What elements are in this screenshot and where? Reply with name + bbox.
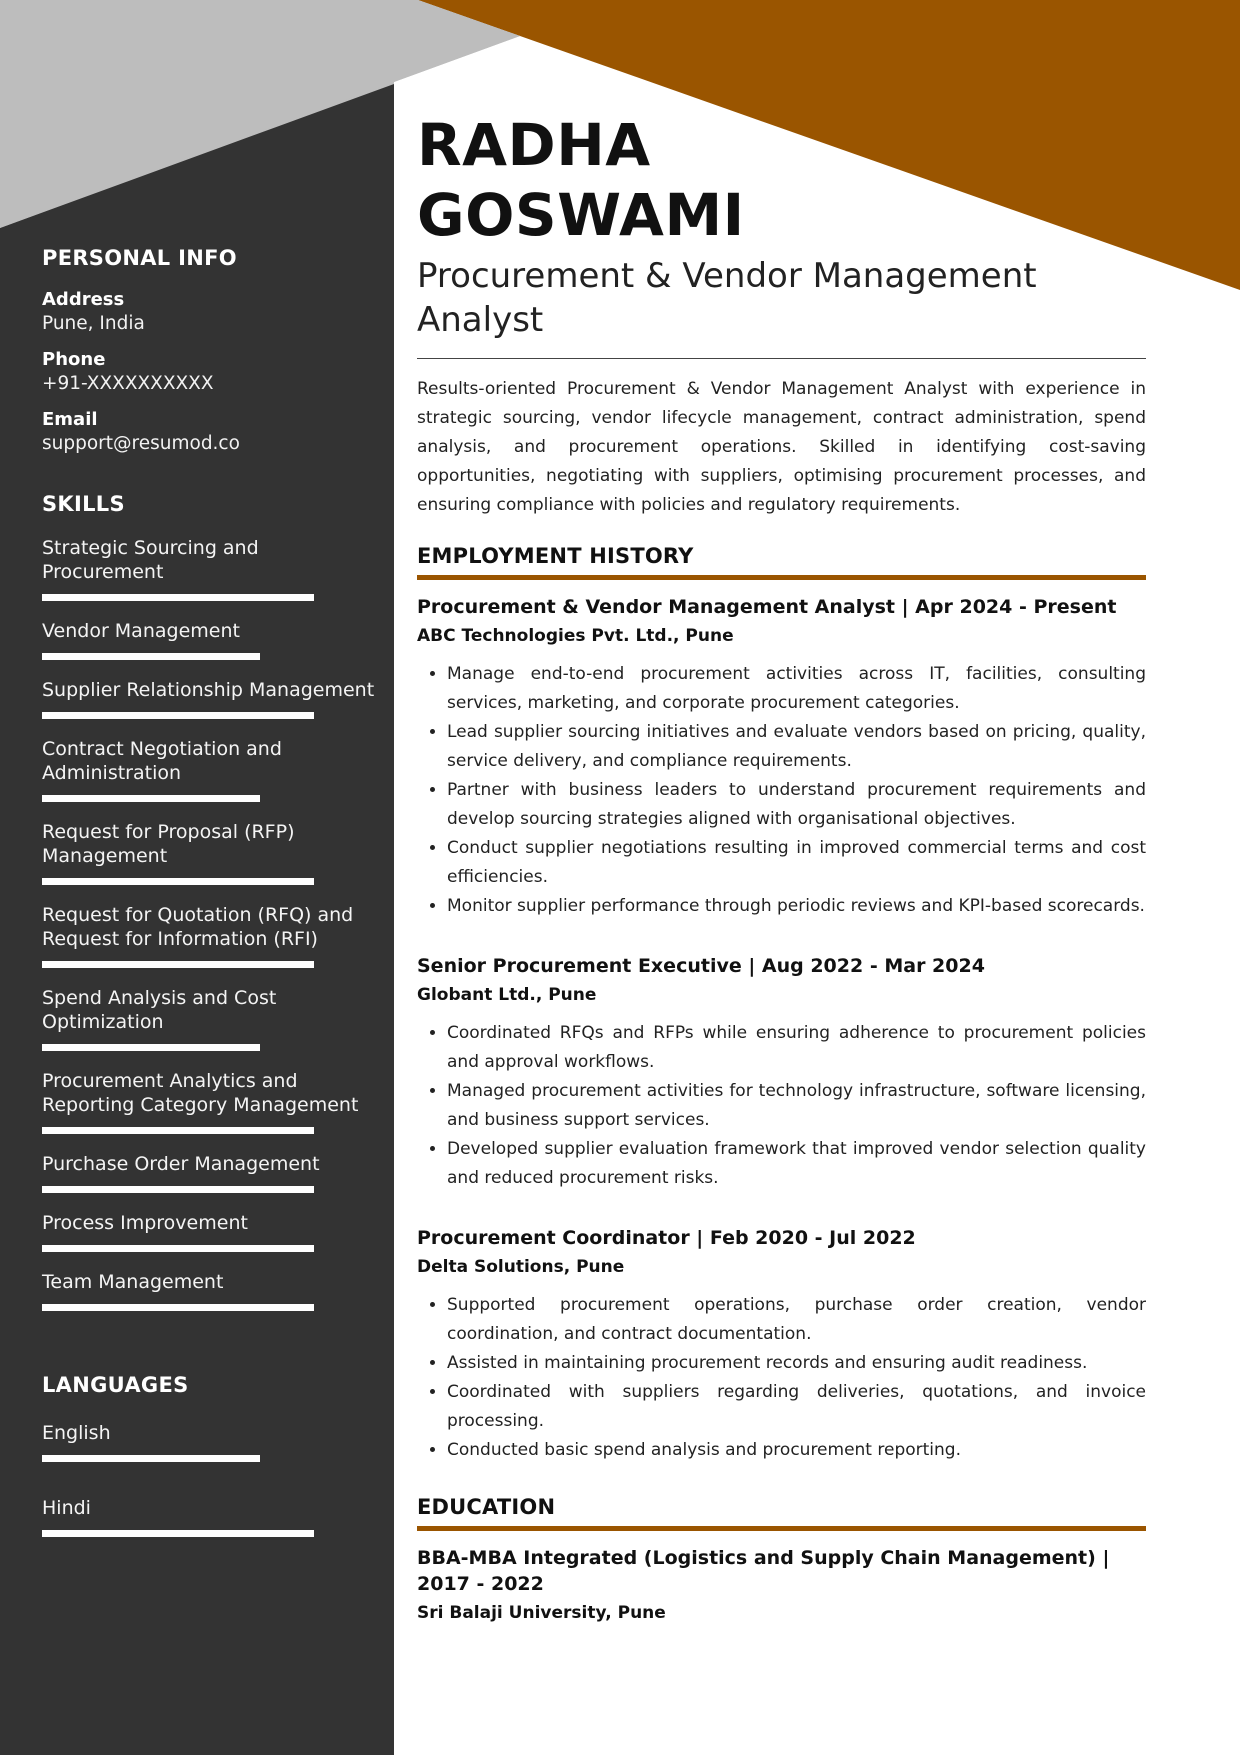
education-list	[417, 1545, 1146, 1625]
employment-heading: EMPLOYMENT HISTORY	[417, 544, 694, 568]
skill-level-bar	[42, 594, 314, 601]
skill-name: Process Improvement	[42, 1212, 248, 1234]
skills-list	[42, 536, 382, 1311]
skill-level-bar	[42, 878, 314, 885]
job-company: ABC Technologies Pvt. Ltd., Pune	[417, 626, 734, 646]
personal-info-label: Phone	[42, 349, 106, 370]
job-bullet: • Coordinated RFQs and RFPs while ensuring adherence to procurement policies and approval workflows.	[447, 1019, 1146, 1077]
language-level-bar	[42, 1530, 314, 1537]
skills-heading: SKILLS	[42, 492, 125, 516]
personal-info-value: Pune, India	[42, 313, 145, 334]
skill-name: Purchase Order Management	[42, 1153, 320, 1175]
candidate-last-name: GOSWAMI	[417, 181, 745, 249]
candidate-title: Procurement & Vendor Management Analyst	[417, 256, 1037, 340]
language-item	[42, 1421, 382, 1462]
skill-item	[42, 678, 382, 719]
sidebar-content	[42, 246, 382, 1571]
skill-name: Team Management	[42, 1271, 224, 1293]
skill-name: Request for Proposal (RFP) Management	[42, 821, 295, 867]
job-company: Delta Solutions, Pune	[417, 1257, 625, 1277]
personal-info-value: +91-XXXXXXXXXX	[42, 373, 214, 394]
job-bullets	[417, 660, 1146, 921]
skill-level-bar	[42, 795, 260, 802]
skill-name: Contract Negotiation and Administration	[42, 738, 282, 784]
personal-info-label: Email	[42, 409, 98, 430]
personal-info-item	[42, 348, 382, 396]
job-bullet: • Supported procurement operations, purchase order creation, vendor coordination, and contract documentation.	[447, 1291, 1146, 1349]
employment-entry	[417, 953, 1146, 1193]
profile-summary: Results-oriented Procurement & Vendor Management Analyst with experience in strategic sourcing, vendor lifecycle management, contract administration, spend analysis, and procurement operations. Skilled in identifying cost-saving opportunities, negotiating with suppliers, optimising procurement processes, and ensuring compliance with policies and regulatory requirements.	[417, 379, 1146, 515]
main-content	[417, 110, 1146, 1625]
employment-list	[417, 594, 1146, 1465]
personal-info-heading: PERSONAL INFO	[42, 246, 237, 270]
job-bullet: • Managed procurement activities for technology infrastructure, software licensing, and business support services.	[447, 1077, 1146, 1135]
languages-heading: LANGUAGES	[42, 1373, 189, 1397]
job-title-line: Procurement & Vendor Management Analyst | Apr 2024 - Present	[417, 596, 1117, 618]
skill-item	[42, 1211, 382, 1252]
skill-level-bar	[42, 1044, 260, 1051]
skill-level-bar	[42, 1127, 314, 1134]
education-heading: EDUCATION	[417, 1495, 556, 1519]
skill-name: Strategic Sourcing and Procurement	[42, 537, 259, 583]
job-bullet: • Conducted basic spend analysis and procurement reporting.	[447, 1436, 1146, 1465]
job-bullet: • Manage end-to-end procurement activities across IT, facilities, consulting services, marketing, and corporate procurement categories.	[447, 660, 1146, 718]
skill-item	[42, 986, 382, 1051]
job-title-line: Procurement Coordinator | Feb 2020 - Jul 2022	[417, 1227, 916, 1249]
title-divider	[417, 358, 1146, 359]
employment-divider	[417, 575, 1146, 580]
skill-item	[42, 820, 382, 885]
employment-entry	[417, 594, 1146, 921]
skill-item	[42, 903, 382, 968]
skill-level-bar	[42, 712, 314, 719]
personal-info-item	[42, 288, 382, 336]
job-bullet: • Conduct supplier negotiations resulting in improved commercial terms and cost efficiencies.	[447, 834, 1146, 892]
education-entry	[417, 1545, 1146, 1625]
skill-level-bar	[42, 1304, 314, 1311]
skill-name: Spend Analysis and Cost Optimization	[42, 987, 277, 1033]
job-bullet: • Monitor supplier performance through periodic reviews and KPI-based scorecards.	[447, 892, 1146, 921]
skill-item	[42, 1270, 382, 1311]
skill-name: Request for Quotation (RFQ) and Request for Information (RFI)	[42, 904, 354, 950]
language-name: English	[42, 1422, 111, 1444]
languages-list	[42, 1421, 382, 1537]
skill-item	[42, 1152, 382, 1193]
education-school: Sri Balaji University, Pune	[417, 1603, 666, 1623]
skill-item	[42, 1069, 382, 1134]
skill-level-bar	[42, 1245, 314, 1252]
personal-info-value: support@resumod.co	[42, 433, 240, 454]
skill-item	[42, 536, 382, 601]
skill-level-bar	[42, 1186, 314, 1193]
education-divider	[417, 1526, 1146, 1531]
language-item	[42, 1496, 382, 1537]
job-company: Globant Ltd., Pune	[417, 985, 597, 1005]
candidate-first-name: RADHA	[417, 111, 651, 179]
skill-item	[42, 737, 382, 802]
job-bullets	[417, 1291, 1146, 1465]
job-bullet: • Assisted in maintaining procurement records and ensuring audit readiness.	[447, 1349, 1146, 1378]
skill-item	[42, 619, 382, 660]
skill-name: Supplier Relationship Management	[42, 679, 375, 701]
skill-level-bar	[42, 653, 260, 660]
employment-entry	[417, 1225, 1146, 1465]
skill-level-bar	[42, 961, 314, 968]
personal-info-label: Address	[42, 289, 125, 310]
personal-info-list	[42, 288, 382, 456]
job-bullet: • Developed supplier evaluation framework that improved vendor selection quality and reduced procurement risks.	[447, 1135, 1146, 1193]
job-title-line: Senior Procurement Executive | Aug 2022 - Mar 2024	[417, 955, 985, 977]
skill-name: Vendor Management	[42, 620, 240, 642]
education-title-line: BBA-MBA Integrated (Logistics and Supply Chain Management) | 2017 - 2022	[417, 1547, 1110, 1595]
skill-name: Procurement Analytics and Reporting Category Management	[42, 1070, 359, 1116]
job-bullet: • Lead supplier sourcing initiatives and evaluate vendors based on pricing, quality, service delivery, and compliance requirements.	[447, 718, 1146, 776]
personal-info-item	[42, 408, 382, 456]
job-bullet: • Partner with business leaders to understand procurement requirements and develop sourcing strategies aligned with organisational objectives.	[447, 776, 1146, 834]
language-name: Hindi	[42, 1497, 91, 1519]
job-bullet: • Coordinated with suppliers regarding deliveries, quotations, and invoice processing.	[447, 1378, 1146, 1436]
job-bullets	[417, 1019, 1146, 1193]
language-level-bar	[42, 1455, 260, 1462]
